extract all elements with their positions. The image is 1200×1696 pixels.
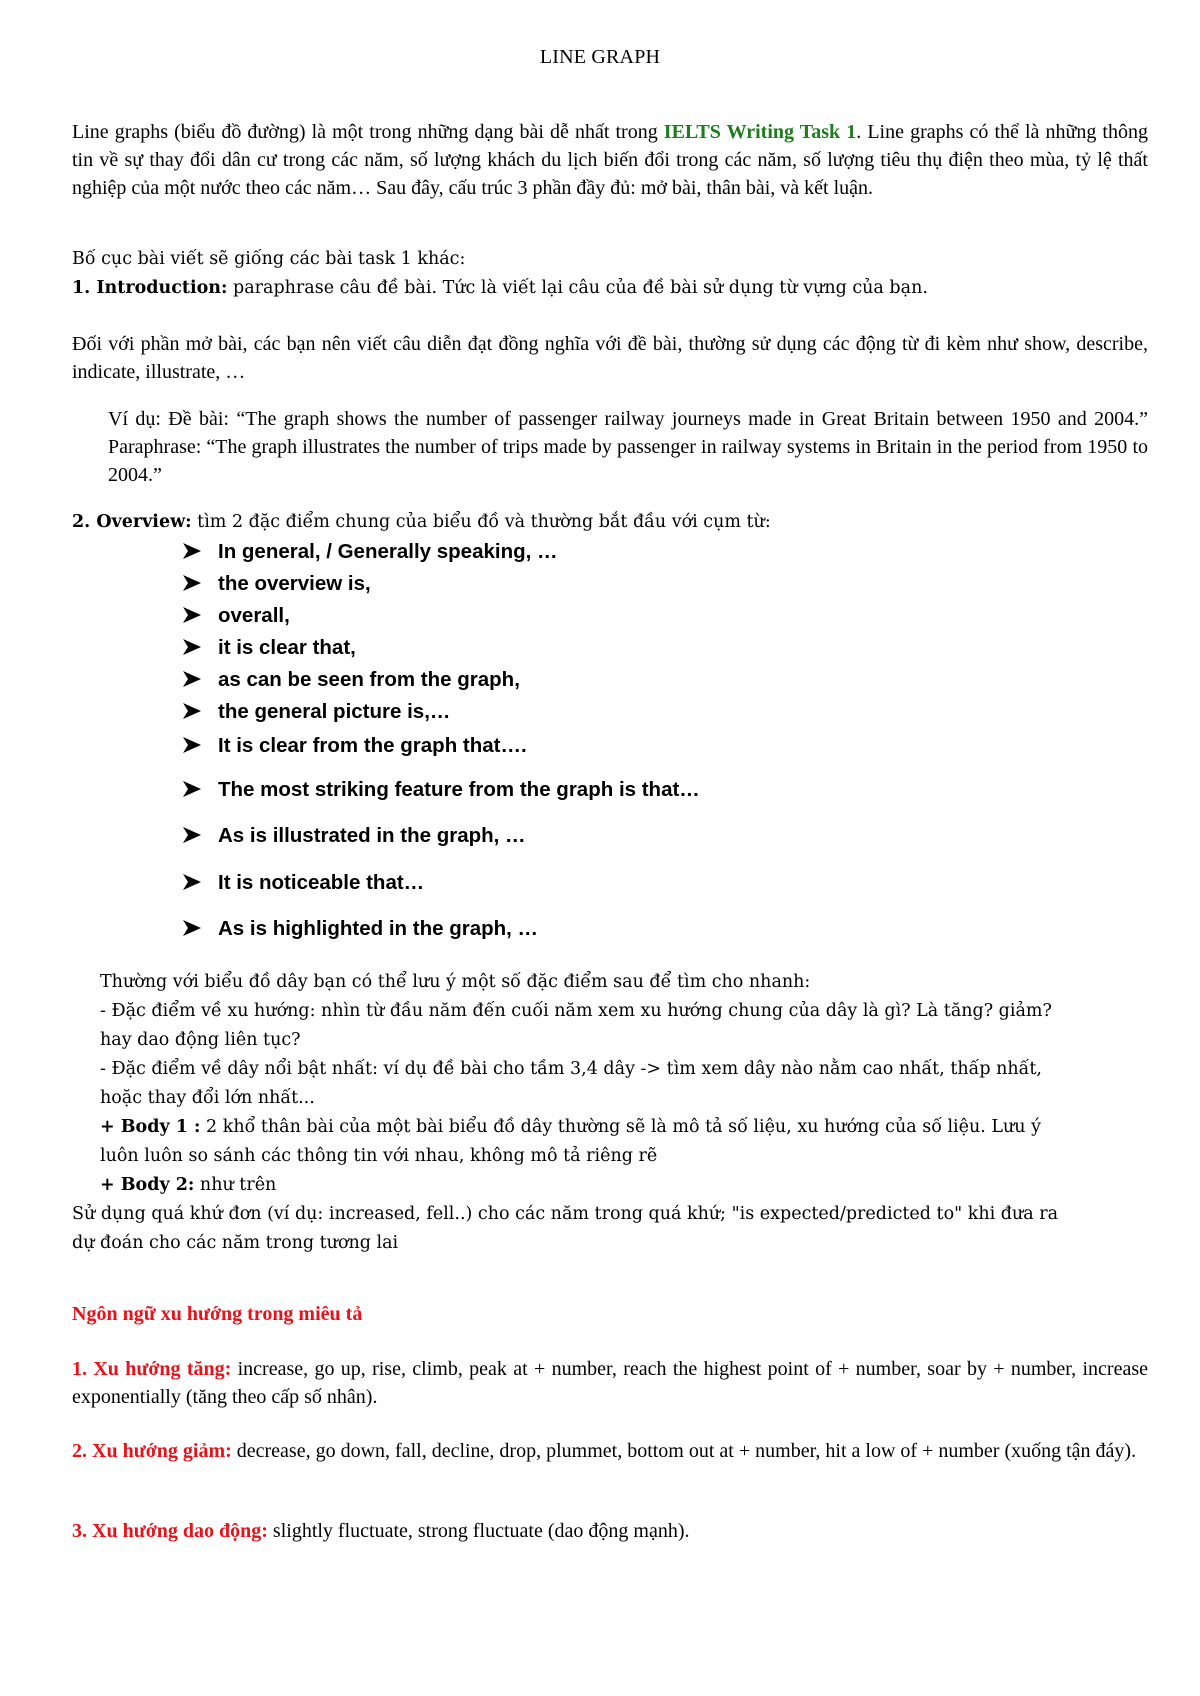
overview-phrase: It is clear from the graph that…. <box>182 734 527 758</box>
body1-label: + Body 1 : <box>100 1117 201 1137</box>
arrow-bullet-icon <box>182 734 218 758</box>
trend-decrease: 2. Xu hướng giảm: decrease, go down, fall, decline, drop, plummet, bottom out at + number, hit a low of + number (xuống tận đáy). <box>72 1440 1137 1462</box>
intro-text-pre: Line graphs (biểu đồ đường) là một trong những dạng bài dễ nhất trong <box>72 121 664 143</box>
arrow-bullet-icon <box>182 636 218 660</box>
ielts-highlight: IELTS Writing Task 1 <box>663 121 857 143</box>
overview-phrase: the overview is, <box>182 572 371 596</box>
opening-advice: Đối với phần mở bài, các bạn nên viết câu diễn đạt đồng nghĩa với đề bài, thường sử dụng các động từ đi kèm như show, describe, indicate, illustrate, … <box>72 333 1148 383</box>
intro-paragraph <box>72 118 1148 202</box>
arrow-bullet-icon <box>182 700 218 724</box>
overview-phrase: As is highlighted in the graph, … <box>182 917 538 941</box>
overview-phrase: In general, / Generally speaking, … <box>182 540 558 564</box>
tips-line: - Đặc điểm về dây nổi bật nhất: ví dụ đề bài cho tầm 3,4 dây -> tìm xem dây nào nằm cao nhất, thấp nhất, <box>100 1059 1042 1079</box>
trend-label: 2. Xu hướng giảm: <box>72 1440 232 1462</box>
tips-line: hoặc thay đổi lớn nhất... <box>100 1088 315 1108</box>
tense-note: dự đoán cho các năm trong tương lai <box>72 1233 399 1253</box>
overview-phrase: as can be seen from the graph, <box>182 668 520 692</box>
tips-line: hay dao động liên tục? <box>100 1030 301 1050</box>
overview-phrase: It is noticeable that… <box>182 871 424 895</box>
arrow-bullet-icon <box>182 917 218 941</box>
body2-line: + Body 2: như trên <box>100 1175 277 1195</box>
arrow-bullet-icon <box>182 871 218 895</box>
trend-fluctuate: 3. Xu hướng dao động: slightly fluctuate, strong fluctuate (dao động mạnh). <box>72 1520 690 1542</box>
arrow-bullet-icon <box>182 540 218 564</box>
tips-line: - Đặc điểm về xu hướng: nhìn từ đầu năm đến cuối năm xem xu hướng chung của dây là gì? Là tăng? giảm? <box>100 1001 1052 1021</box>
arrow-bullet-icon <box>182 668 218 692</box>
layout-note: Bố cục bài viết sẽ giống các bài task 1 khác: <box>72 249 466 269</box>
overview-phrase: overall, <box>182 604 290 628</box>
introduction-label: 1. Introduction: <box>72 278 228 298</box>
arrow-bullet-icon <box>182 824 218 848</box>
overview-phrase: the general picture is,… <box>182 700 450 724</box>
overview-phrase: As is illustrated in the graph, … <box>182 824 526 848</box>
body2-label: + Body 2: <box>100 1175 195 1195</box>
overview-line <box>72 508 771 537</box>
tips-line: Thường với biểu đồ dây bạn có thể lưu ý một số đặc điểm sau để tìm cho nhanh: <box>100 972 811 992</box>
trend-label: 1. Xu hướng tăng: <box>72 1358 232 1380</box>
trend-increase: 1. Xu hướng tăng: increase, go up, rise, climb, peak at + number, reach the highest point of + number, soar by + number, increase exponentially (tăng theo cấp số nhân). <box>72 1358 1148 1408</box>
example-paragraph: Ví dụ: Đề bài: “The graph shows the number of passenger railway journeys made in Great Britain between 1950 and 2004.” Paraphrase: “The graph illustrates the number of trips made by passenger in railway systems in Britain in the period from 1950 to 2004.” <box>108 408 1148 486</box>
body1-line: + Body 1 : 2 khổ thân bài của một bài biểu đồ dây thường sẽ là mô tả số liệu, xu hướng của số liệu. Lưu ý <box>100 1117 1042 1137</box>
overview-phrase: The most striking feature from the graph is that… <box>182 778 700 802</box>
overview-label: 2. Overview: <box>72 512 192 532</box>
document-title: LINE GRAPH <box>539 46 661 68</box>
arrow-bullet-icon <box>182 572 218 596</box>
overview-text: tìm 2 đặc điểm chung của biểu đồ và thường bắt đầu với cụm từ: <box>191 512 771 532</box>
introduction-text: paraphrase câu đề bài. Tức là viết lại câu của đề bài sử dụng từ vựng của bạn. <box>227 278 928 298</box>
introduction-line <box>72 274 928 303</box>
tips-line: luôn luôn so sánh các thông tin với nhau, không mô tả riêng rẽ <box>100 1146 658 1166</box>
trend-label: 3. Xu hướng dao động: <box>72 1520 268 1542</box>
arrow-bullet-icon <box>182 778 218 802</box>
overview-phrase: it is clear that, <box>182 636 356 660</box>
intro-text-post: . Line graphs có thể là những thông tin về sự thay đổi dân cư trong các năm, số lượng khách du lịch biến đổi trong các năm, số lượng tiêu thụ điện theo mùa, tỷ lệ thất nghiệp của một nước theo các năm… Sau đây, cấu trúc 3 phần đầy đủ: mở bài, thân bài, và kết luận. <box>72 121 1148 199</box>
arrow-bullet-icon <box>182 604 218 628</box>
trend-heading: Ngôn ngữ xu hướng trong miêu tả <box>72 1303 363 1325</box>
tense-note: Sử dụng quá khứ đơn (ví dụ: increased, fell..) cho các năm trong quá khứ; "is expected/predicted to" khi đưa ra <box>72 1204 1059 1224</box>
